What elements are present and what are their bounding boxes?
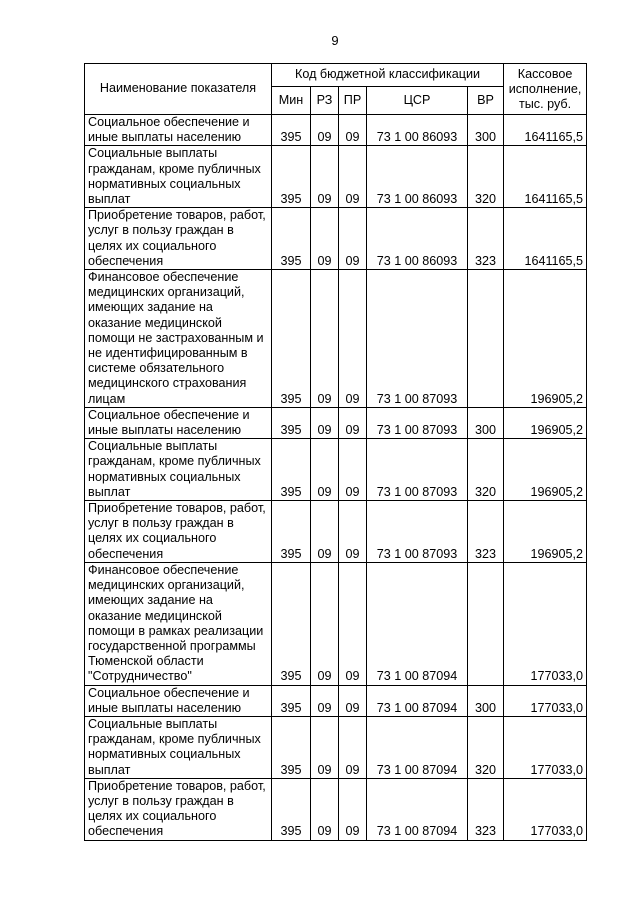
row-csr: 73 1 00 86093 — [367, 208, 468, 270]
row-amount: 1641165,5 — [504, 146, 587, 208]
row-rz: 09 — [311, 685, 339, 716]
table-row — [85, 716, 587, 778]
row-csr: 73 1 00 87094 — [367, 685, 468, 716]
row-name: Финансовое обеспечение медицинских организаций, имеющих задание на оказание медицинской помощи не застрахованным и не идентифицированным в системе обязательного медицинского страхования лицам — [85, 270, 272, 408]
row-name: Приобретение товаров, работ, услуг в пользу граждан в целях их социального обеспечения — [85, 778, 272, 840]
table-row — [85, 146, 587, 208]
row-rz: 09 — [311, 146, 339, 208]
row-vr — [468, 562, 504, 685]
row-csr: 73 1 00 87093 — [367, 270, 468, 408]
row-amount: 1641165,5 — [504, 115, 587, 146]
table-row — [85, 562, 587, 685]
row-rz: 09 — [311, 407, 339, 438]
row-csr: 73 1 00 86093 — [367, 115, 468, 146]
row-rz: 09 — [311, 208, 339, 270]
row-pr: 09 — [339, 115, 367, 146]
row-amount: 177033,0 — [504, 716, 587, 778]
row-min: 395 — [272, 146, 311, 208]
header-pr: ПР — [339, 87, 367, 115]
row-csr: 73 1 00 87094 — [367, 716, 468, 778]
page-number: 9 — [331, 33, 339, 48]
row-vr: 320 — [468, 439, 504, 501]
row-pr: 09 — [339, 716, 367, 778]
row-min: 395 — [272, 208, 311, 270]
table-row — [85, 270, 587, 408]
row-vr — [468, 270, 504, 408]
row-csr: 73 1 00 87093 — [367, 439, 468, 501]
row-csr: 73 1 00 86093 — [367, 146, 468, 208]
row-vr: 320 — [468, 146, 504, 208]
row-pr: 09 — [339, 501, 367, 563]
table-row — [85, 115, 587, 146]
header-amount: Кассовое исполнение, тыс. руб. — [504, 64, 587, 115]
header-name: Наименование показателя — [85, 64, 272, 115]
row-min: 395 — [272, 439, 311, 501]
row-pr: 09 — [339, 685, 367, 716]
row-amount: 177033,0 — [504, 562, 587, 685]
row-csr: 73 1 00 87093 — [367, 407, 468, 438]
table-row — [85, 778, 587, 840]
header-rz: РЗ — [311, 87, 339, 115]
table-row — [85, 208, 587, 270]
row-rz: 09 — [311, 439, 339, 501]
row-name: Социальное обеспечение и иные выплаты населению — [85, 407, 272, 438]
row-amount: 177033,0 — [504, 778, 587, 840]
row-vr: 323 — [468, 208, 504, 270]
table-row — [85, 439, 587, 501]
budget-execution-table — [84, 63, 587, 841]
row-pr: 09 — [339, 439, 367, 501]
header-min: Мин — [272, 87, 311, 115]
row-vr: 300 — [468, 115, 504, 146]
row-vr: 320 — [468, 716, 504, 778]
row-min: 395 — [272, 115, 311, 146]
row-rz: 09 — [311, 562, 339, 685]
row-name: Социальное обеспечение и иные выплаты населению — [85, 685, 272, 716]
row-pr: 09 — [339, 270, 367, 408]
row-amount: 196905,2 — [504, 501, 587, 563]
header-csr: ЦСР — [367, 87, 468, 115]
row-pr: 09 — [339, 778, 367, 840]
row-vr: 300 — [468, 407, 504, 438]
row-min: 395 — [272, 716, 311, 778]
header-code-group: Код бюджетной классификации — [272, 64, 504, 87]
row-name: Социальные выплаты гражданам, кроме публичных нормативных социальных выплат — [85, 146, 272, 208]
row-name: Социальное обеспечение и иные выплаты населению — [85, 115, 272, 146]
row-vr: 323 — [468, 778, 504, 840]
row-rz: 09 — [311, 716, 339, 778]
row-rz: 09 — [311, 270, 339, 408]
row-rz: 09 — [311, 501, 339, 563]
row-amount: 196905,2 — [504, 407, 587, 438]
row-vr: 323 — [468, 501, 504, 563]
row-min: 395 — [272, 562, 311, 685]
row-min: 395 — [272, 501, 311, 563]
row-amount: 1641165,5 — [504, 208, 587, 270]
row-csr: 73 1 00 87094 — [367, 562, 468, 685]
row-pr: 09 — [339, 146, 367, 208]
row-name: Социальные выплаты гражданам, кроме публичных нормативных социальных выплат — [85, 439, 272, 501]
row-name: Финансовое обеспечение медицинских организаций, имеющих задание на оказание медицинской помощи в рамках реализации государственной программы Тюменской области "Сотрудничество" — [85, 562, 272, 685]
row-pr: 09 — [339, 562, 367, 685]
row-min: 395 — [272, 270, 311, 408]
row-csr: 73 1 00 87094 — [367, 778, 468, 840]
table-row — [85, 501, 587, 563]
row-pr: 09 — [339, 407, 367, 438]
row-min: 395 — [272, 778, 311, 840]
table-row — [85, 407, 587, 438]
row-rz: 09 — [311, 778, 339, 840]
row-name: Приобретение товаров, работ, услуг в пользу граждан в целях их социального обеспечения — [85, 501, 272, 563]
row-csr: 73 1 00 87093 — [367, 501, 468, 563]
row-min: 395 — [272, 407, 311, 438]
row-name: Социальные выплаты гражданам, кроме публичных нормативных социальных выплат — [85, 716, 272, 778]
row-rz: 09 — [311, 115, 339, 146]
table-row — [85, 685, 587, 716]
row-min: 395 — [272, 685, 311, 716]
row-amount: 196905,2 — [504, 439, 587, 501]
row-amount: 177033,0 — [504, 685, 587, 716]
header-vr: ВР — [468, 87, 504, 115]
row-amount: 196905,2 — [504, 270, 587, 408]
row-vr: 300 — [468, 685, 504, 716]
row-pr: 09 — [339, 208, 367, 270]
row-name: Приобретение товаров, работ, услуг в пользу граждан в целях их социального обеспечения — [85, 208, 272, 270]
